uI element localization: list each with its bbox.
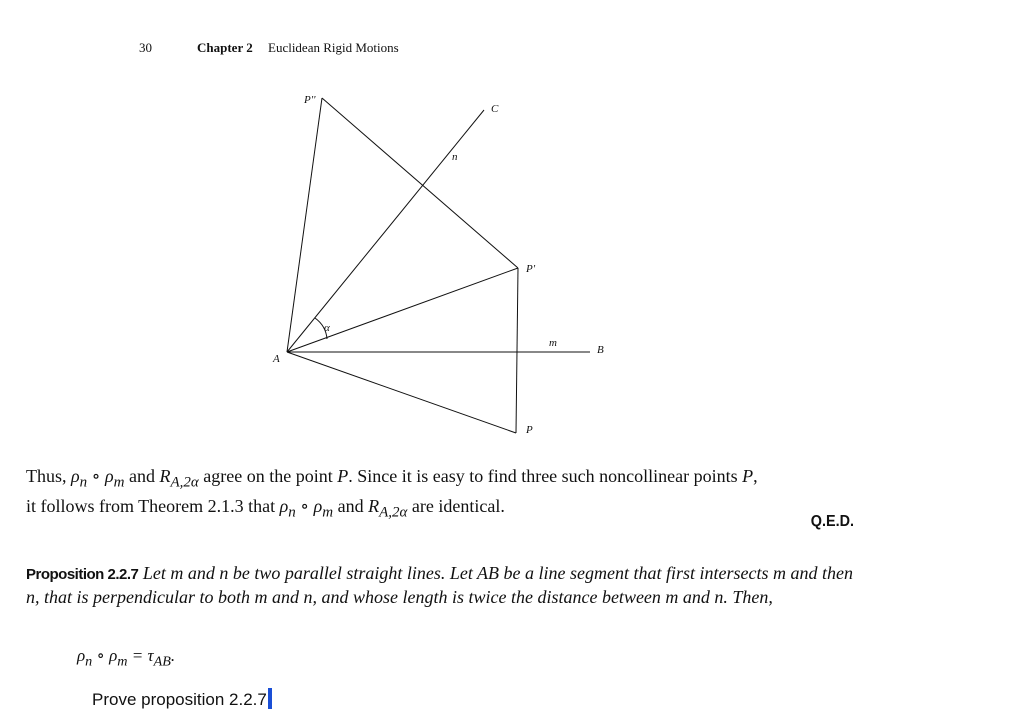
label-c: C bbox=[491, 103, 499, 115]
page-number: 30 bbox=[139, 40, 152, 55]
label-p-double-prime: P'' bbox=[304, 94, 316, 106]
rho-n: $\rho_n$ bbox=[71, 466, 88, 491]
label-p: P bbox=[526, 424, 533, 436]
rho-m: $\rho_m$ bbox=[104, 466, 125, 491]
rho-m: $\rho_m$ bbox=[313, 495, 334, 521]
text-cursor bbox=[268, 688, 272, 709]
thus-paragraph: Thus, $\rho_n$ ∘ $\rho_m$ and $R_{A,2\alpha}$ agree on the point P. Since it is easy to find three such noncollinear points P, it follows from Theorem 2.1.3 that $\rho_n$ ∘ $\rho_m$ and $R_{A,2\alpha}$ are identical. bbox=[26, 466, 758, 521]
chapter-title: Euclidean Rigid Motions bbox=[268, 40, 399, 55]
proposition-label: Proposition 2.2.7 bbox=[26, 566, 139, 583]
proposition-text: Let m and n be two parallel straight lines. Let AB be a line segment that first intersects m and then n, that is perpendicular to both m and n, and whose length is twice the distance between m and n. Then, bbox=[26, 563, 853, 607]
label-n: n bbox=[452, 151, 458, 163]
label-a: A bbox=[273, 353, 280, 365]
prompt-input-line[interactable] bbox=[92, 688, 272, 710]
proposition-paragraph bbox=[26, 562, 856, 609]
line-p-double-prime-p-prime bbox=[322, 98, 518, 268]
qed-mark: Q.E.D. bbox=[810, 513, 854, 530]
line-m bbox=[516, 268, 518, 433]
line-a-p-double-prime bbox=[287, 98, 322, 352]
label-m: m bbox=[549, 337, 557, 349]
display-equation: $\rho_n$ ∘ $\rho_m = \tau_{AB}$. bbox=[77, 646, 176, 670]
rotation-r: $R_{A,2\alpha}$ bbox=[368, 495, 408, 521]
rotation-r: $R_{A,2\alpha}$ bbox=[159, 466, 199, 491]
prompt-text[interactable]: Prove proposition 2.2.7 bbox=[92, 690, 267, 709]
rho-n: $\rho_n$ bbox=[279, 495, 296, 521]
label-p-prime: P' bbox=[526, 263, 536, 275]
chapter-label: Chapter 2 bbox=[197, 40, 253, 55]
label-alpha: α bbox=[324, 322, 330, 334]
line-a-p bbox=[287, 352, 516, 433]
label-b: B bbox=[597, 344, 604, 356]
